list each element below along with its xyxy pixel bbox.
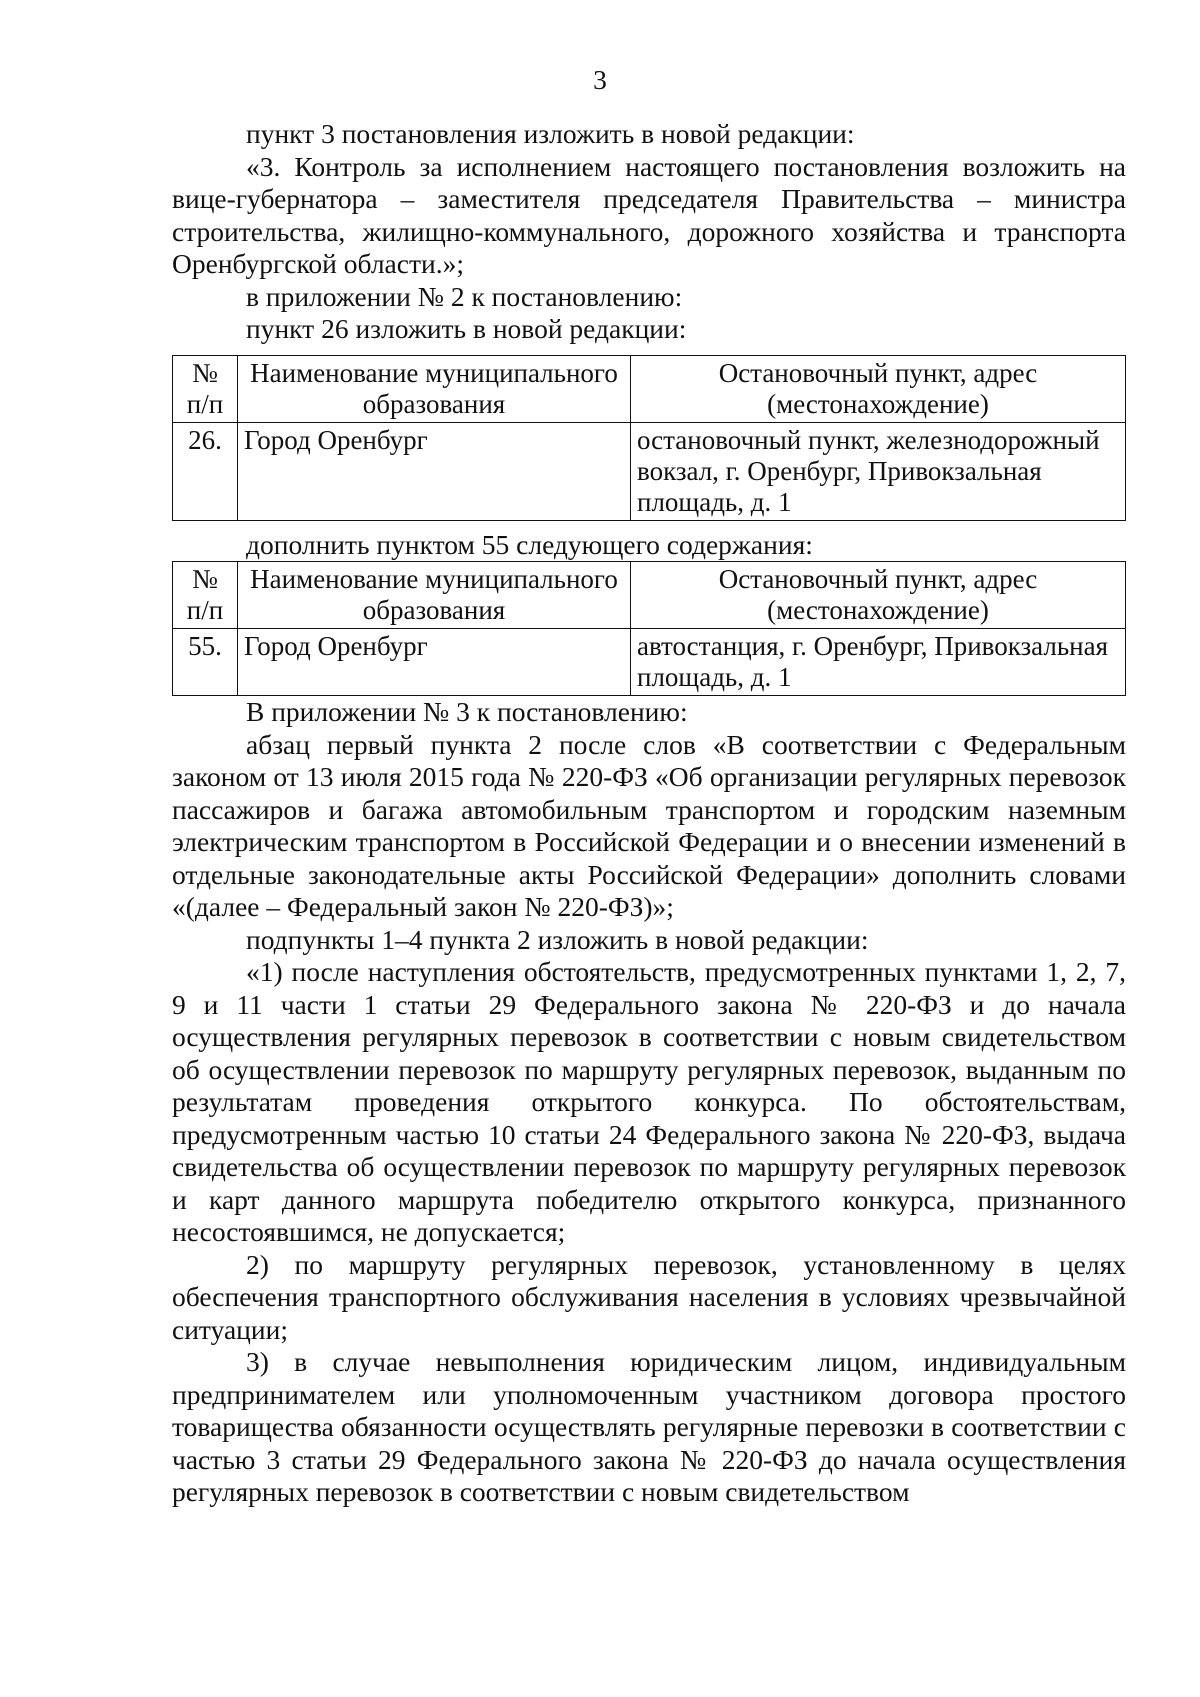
intro-quote: «3. Контроль за исполнением настоящего постановления возложить на вице-губернатора – заместителя председателя Правительства – министра строительства, жилищно-коммунального, дорожного хозяйства и транспорта Оренбургской области.»;: [172, 150, 1126, 279]
cell-name: Город Оренбург: [238, 422, 631, 520]
cell-num: 26.: [173, 422, 238, 520]
cell-num: 55.: [173, 629, 238, 696]
header-address: Остановочный пункт, адрес (местонахождение): [631, 355, 1126, 422]
cell-address: автостанция, г. Оренбург, Привокзальная площадь, д. 1: [631, 629, 1126, 696]
paragraph-amendment: абзац первый пункта 2 после слов «В соответствии с Федеральным законом от 13 июля 2015 года № 220-ФЗ «Об организации регулярных перевозок пассажиров и багажа автомобильным транспортом и городским наземным электрическим транспортом в Российской Федерации и о внесении изменений в отдельные законодательные акты Российской Федерации» дополнить словами «(далее – Федеральный закон № 220-ФЗ)»;: [172, 728, 1126, 922]
intro-line-1: пункт 3 постановления изложить в новой редакции:: [246, 118, 855, 149]
table-row: [173, 422, 1126, 520]
document-body: [172, 118, 1126, 1509]
between-tables-text: дополнить пунктом 55 следующего содержания:: [246, 528, 813, 560]
cell-name: Город Оренбург: [238, 629, 631, 696]
header-address: Остановочный пункт, адрес (местонахождение): [631, 562, 1126, 629]
table-row: [173, 629, 1126, 696]
table-header-row: [173, 355, 1126, 422]
paragraph-subitem-2: 2) по маршруту регулярных перевозок, установленному в целях обеспечения транспортного обслуживания населения в условиях чрезвычайной ситуации;: [172, 1248, 1126, 1345]
intro-line-3: пункт 26 изложить в новой редакции:: [246, 313, 687, 344]
paragraph-subitem-1: «1) после наступления обстоятельств, предусмотренных пунктами 1, 2, 7, 9 и 11 части 1 статьи 29 Федерального закона № 220-ФЗ и до начала осуществления регулярных перевозок в соответствии с новым свидетельством об осуществлении перевозок по маршруту регулярных перевозок, выданным по результатам проведения открытого конкурса. По обстоятельствам, предусмотренным частью 10 статьи 24 Федерального закона № 220-ФЗ, выдача свидетельства об осуществлении перевозок по маршруту регулярных перевозок и карт данного маршрута победителю открытого конкурса, признанного несостоявшимся, не допускается;: [172, 956, 1126, 1247]
intro-line-2: в приложении № 2 к постановлению:: [246, 280, 683, 312]
table-item-26: [172, 355, 1126, 521]
table-header-row: [173, 562, 1126, 629]
header-name: Наименование муниципального образования: [238, 562, 631, 629]
header-num: № п/п: [173, 562, 238, 629]
header-num: № п/п: [173, 355, 238, 422]
paragraph-subitems-intro: подпункты 1–4 пункта 2 изложить в новой редакции:: [246, 923, 869, 955]
header-name: Наименование муниципального образования: [238, 355, 631, 422]
cell-address: остановочный пункт, железнодорожный вокзал, г. Оренбург, Привокзальная площадь, д. 1: [631, 422, 1126, 520]
table-item-55: [172, 561, 1126, 696]
page-number: 3: [593, 64, 607, 95]
paragraph-subitem-3: 3) в случае невыполнения юридическим лицом, индивидуальным предпринимателем или уполномоченным участником договора простого товарищества обязанности осуществлять регулярные перевозки в соответствии с частью 3 статьи 29 Федерального закона № 220-ФЗ до начала осуществления регулярных перевозок в соответствии с новым свидетельством: [172, 1346, 1126, 1507]
paragraph-appendix-3: В приложении № 3 к постановлению:: [246, 696, 688, 727]
